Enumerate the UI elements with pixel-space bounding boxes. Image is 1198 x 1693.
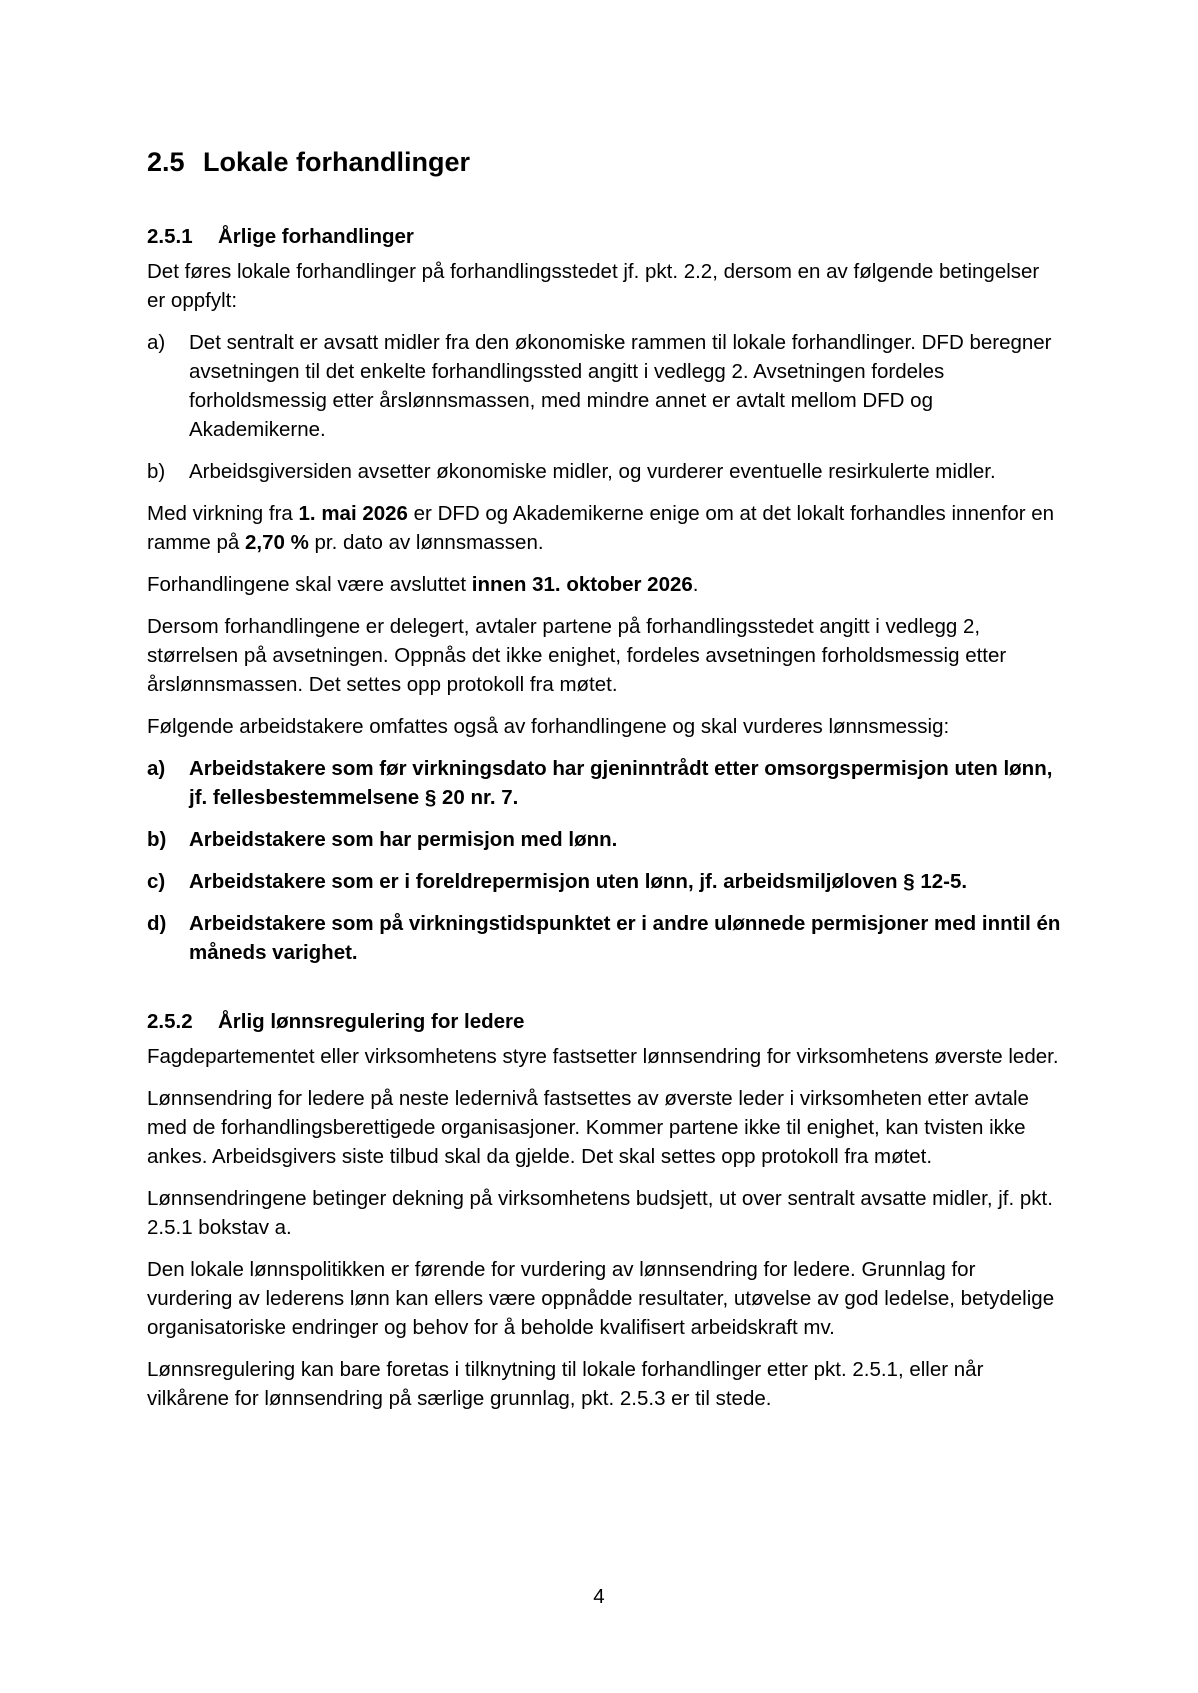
section-heading	[147, 145, 1062, 179]
condition-item-a	[147, 328, 1062, 444]
page-number: 4	[593, 1585, 605, 1608]
text-run: Med virkning fra	[147, 502, 299, 525]
page-content	[147, 145, 1062, 1426]
leader-paragraph-2: Lønnsendring for ledere på neste ledernivå fastsettes av øverste leder i virksomheten etter avtale med de forhandlingsberettigede organisasjoner. Kommer partene ikke til enighet, kan tvisten ikke ankes. Arbeidsgivers siste tilbud skal da gjelde. Det skal settes opp protokoll fra møtet.	[147, 1087, 1029, 1168]
item-text: Arbeidstakere som har permisjon med lønn.	[189, 828, 618, 851]
employees-intro-paragraph: Følgende arbeidstakere omfattes også av forhandlingene og skal vurderes lønnsmessig:	[147, 715, 950, 738]
employee-item-c	[147, 867, 1062, 896]
item-label: d)	[147, 912, 167, 935]
item-label: c)	[147, 870, 166, 893]
employee-item-d	[147, 909, 1062, 967]
intro-paragraph: Det føres lokale forhandlinger på forhandlingsstedet jf. pkt. 2.2, dersom en av følgende betingelser er oppfylt:	[147, 260, 1040, 312]
text-run: er DFD og Akademikerne enige om at det lokalt forhandles innenfor en ramme på	[147, 502, 1055, 554]
effective-date-paragraph	[147, 499, 1062, 557]
effective-date: 1. mai 2026	[298, 502, 408, 525]
deadline-paragraph	[147, 570, 1062, 599]
subsection-number: 2.5.2	[147, 1010, 193, 1033]
item-label: b)	[147, 828, 167, 851]
subsection-title: Årlige forhandlinger	[218, 225, 414, 248]
item-text: Arbeidstakere som er i foreldrepermisjon uten lønn, jf. arbeidsmiljøloven § 12-5.	[189, 870, 968, 893]
item-label: b)	[147, 460, 166, 483]
leader-paragraph-5: Lønnsregulering kan bare foretas i tilknytning til lokale forhandlinger etter pkt. 2.5.1, eller når vilkårene for lønnsendring på særlige grunnlag, pkt. 2.5.3 er til stede.	[147, 1358, 984, 1410]
item-text: Arbeidstakere som før virkningsdato har gjeninntrådt etter omsorgspermisjon uten lønn, jf. fellesbestemmelsene § 20 nr. 7.	[189, 757, 1053, 809]
frame-percentage: 2,70 %	[244, 531, 309, 554]
subsection-number: 2.5.1	[147, 225, 193, 248]
leader-paragraph-4: Den lokale lønnspolitikken er førende for vurdering av lønnsendring for ledere. Grunnlag for vurdering av lederens lønn kan ellers være oppnådde resultater, utøvelse av god ledelse, betydelige organisatoriske endringer og behov for å beholde kvalifisert arbeidskraft mv.	[147, 1258, 1055, 1339]
text-run: Forhandlingene skal være avsluttet	[147, 573, 472, 596]
subsection-title: Årlig lønnsregulering for ledere	[218, 1010, 525, 1033]
section-number: 2.5	[147, 147, 185, 177]
leader-paragraph-1: Fagdepartementet eller virksomhetens styre fastsetter lønnsendring for virksomhetens øverste leder.	[147, 1045, 1059, 1068]
condition-item-b	[147, 457, 1062, 486]
item-text: Det sentralt er avsatt midler fra den økonomiske rammen til lokale forhandlinger. DFD beregner avsetningen til det enkelte forhandlingssted angitt i vedlegg 2. Avsetningen fordeles forholdsmessig etter årslønnsmassen, med mindre annet er avtalt mellom DFD og Akademikerne.	[189, 331, 1052, 441]
text-run: pr. dato av lønnsmassen.	[308, 531, 544, 554]
subsection-heading-2-5-1	[147, 223, 1062, 251]
deadline-date: innen 31. oktober 2026	[471, 573, 693, 596]
section-spacer	[147, 980, 1062, 1008]
item-text: Arbeidstakere som på virkningstidspunktet er i andre ulønnede permisjoner med inntil én måneds varighet.	[189, 912, 1061, 964]
leader-paragraph-3: Lønnsendringene betinger dekning på virksomhetens budsjett, ut over sentralt avsatte midler, jf. pkt. 2.5.1 bokstav a.	[147, 1187, 1053, 1239]
subsection-heading-2-5-2	[147, 1008, 1062, 1036]
section-title: Lokale forhandlinger	[203, 147, 471, 177]
item-text: Arbeidsgiversiden avsetter økonomiske midler, og vurderer eventuelle resirkulerte midler.	[189, 460, 996, 483]
delegated-paragraph: Dersom forhandlingene er delegert, avtaler partene på forhandlingsstedet angitt i vedlegg 2, størrelsen på avsetningen. Oppnås det ikke enighet, fordeles avsetningen forholdsmessig etter årslønnsmassen. Det settes opp protokoll fra møtet.	[147, 615, 1007, 696]
item-label: a)	[147, 331, 166, 354]
item-label: a)	[147, 757, 166, 780]
employee-item-a	[147, 754, 1062, 812]
employee-item-b	[147, 825, 1062, 854]
text-run: .	[692, 573, 699, 596]
